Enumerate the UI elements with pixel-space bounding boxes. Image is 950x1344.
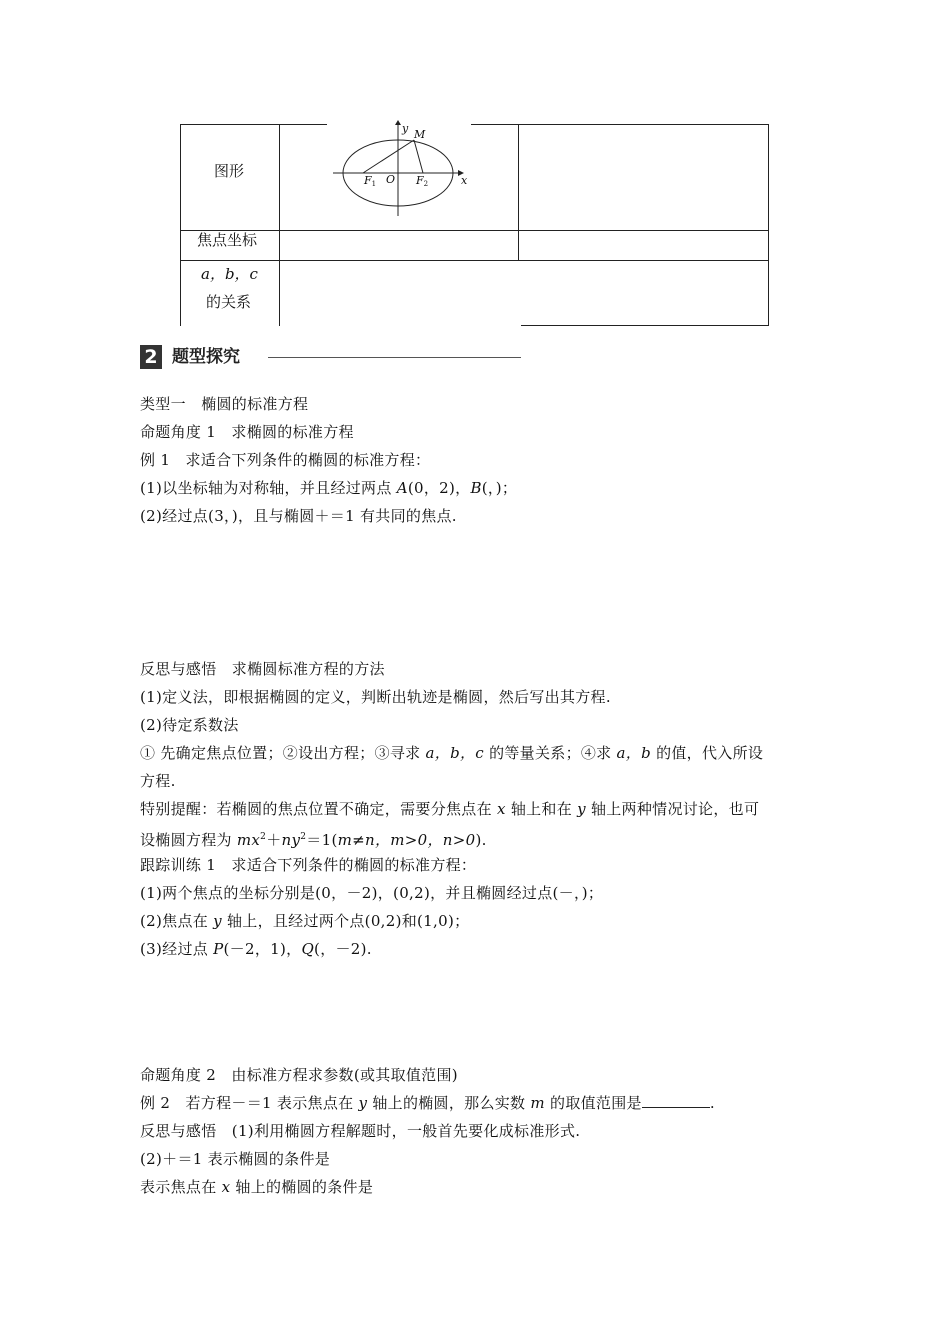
- table-row-divider: [180, 260, 769, 261]
- ellipse-figure: [328, 120, 473, 220]
- reflection-two: 反思与感悟 (1)利用椭圆方程解题时，一般首先要化成标准形式.: [140, 1122, 581, 1140]
- label-f1: F1: [364, 174, 377, 188]
- table-bottom-border: [521, 325, 769, 326]
- practice-one-part-1: (1)两个焦点的坐标分别是(0，－2)，(0,2)，并且椭圆经过点(－，)；: [140, 884, 604, 902]
- section-rule: [268, 357, 521, 358]
- label-o: O: [386, 173, 396, 186]
- table-row-divider: [180, 230, 769, 231]
- method-steps-cont: 方程.: [140, 772, 176, 790]
- label-m: M: [414, 128, 426, 141]
- example-one-part-2: (2)经过点(3，)，且与椭圆＋＝1 有共同的焦点.: [140, 507, 457, 525]
- method-steps: ① 先确定焦点位置；②设出方程；③寻求 a，b，c 的等量关系；④求 a，b 的值，代入所设: [140, 744, 764, 762]
- practice-one-title: 跟踪训练 1 求适合下列条件的椭圆的标准方程：: [140, 856, 477, 874]
- ellipse-condition: (2)＋＝1 表示椭圆的条件是: [140, 1150, 331, 1168]
- table-col-divider: [518, 124, 519, 261]
- label-x: x: [461, 174, 468, 187]
- method-undetermined-coefficients: (2)待定系数法: [140, 716, 239, 734]
- section-number-badge: 2: [140, 345, 162, 369]
- x-axis-ellipse-condition: 表示焦点在 x 轴上的椭圆的条件是: [140, 1178, 374, 1196]
- row-label-focus: 焦点坐标: [197, 231, 258, 249]
- section-title: 题型探究: [172, 347, 240, 367]
- example-two: 例 2 若方程－＝1 表示焦点在 y 轴上的椭圆，那么实数 m 的取值范围是 .: [140, 1094, 715, 1112]
- answer-blank[interactable]: [642, 1093, 710, 1108]
- reflection-title: 反思与感悟 求椭圆标准方程的方法: [140, 660, 385, 678]
- row-label-relation-2: 的关系: [206, 293, 252, 311]
- heading-type-one: 类型一 椭圆的标准方程: [140, 395, 309, 413]
- table-right-border: [768, 124, 769, 326]
- table-left-border: [180, 124, 181, 326]
- y-axis-arrow: [395, 120, 401, 125]
- table-top-border-left: [180, 124, 327, 125]
- heading-angle-two: 命题角度 2 由标准方程求参数(或其取值范围): [140, 1066, 458, 1084]
- special-note-cont: 设椭圆方程为 $mx^2+ny^2=1(m\ne n$，m>0，n>0).: [140, 831, 487, 849]
- example-one-title: 例 1 求适合下列条件的椭圆的标准方程：: [140, 451, 431, 469]
- table-top-border-right: [471, 124, 769, 125]
- segment-f1-m: [363, 140, 414, 173]
- label-y: y: [402, 122, 409, 135]
- practice-one-part-3: (3)经过点 P(－2，1)，Q(，－2).: [140, 940, 372, 958]
- practice-one-part-2: (2)焦点在 y 轴上，且经过两个点(0,2)和(1,0)；: [140, 912, 470, 930]
- method-definition: (1)定义法，即根据椭圆的定义，判断出轨迹是椭圆，然后写出其方程.: [140, 688, 611, 706]
- segment-f2-m: [414, 140, 423, 173]
- row-label-relation-1: a，b，c: [201, 265, 258, 283]
- heading-angle-one: 命题角度 1 求椭圆的标准方程: [140, 423, 354, 441]
- table-col-divider: [279, 124, 280, 326]
- special-note: 特别提醒：若椭圆的焦点位置不确定，需要分焦点在 x 轴上和在 y 轴上两种情况讨论，也可: [140, 800, 760, 818]
- label-f2: F2: [416, 174, 429, 188]
- row-label-figure: 图形: [214, 162, 245, 180]
- example-one-part-1: (1)以坐标轴为对称轴，并且经过两点 A(0，2)，B(，)；: [140, 479, 518, 497]
